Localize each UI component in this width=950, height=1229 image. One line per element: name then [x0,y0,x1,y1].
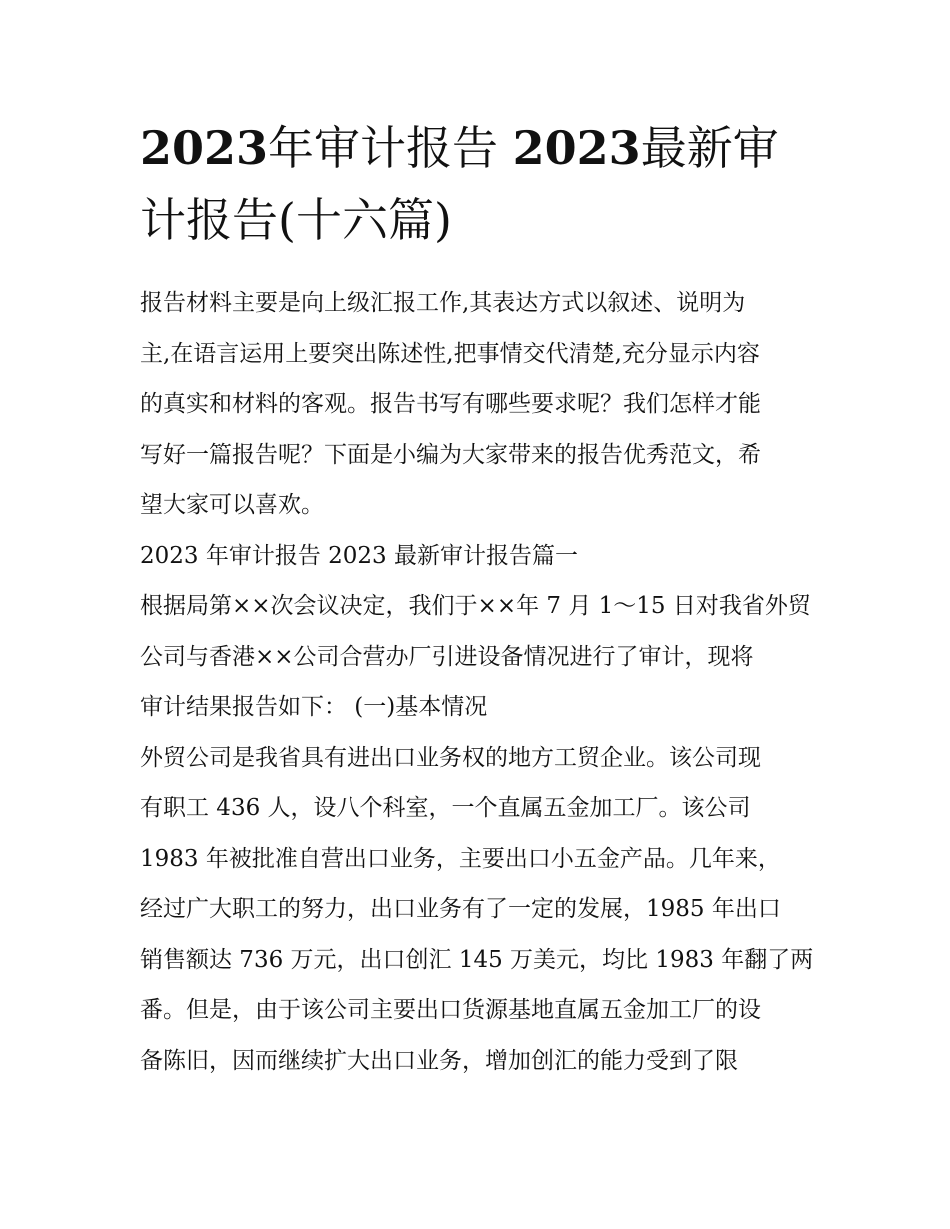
body-line: 有职工 436 人，设八个科室，一个直属五金加工厂。该公司 [140,795,751,821]
body-line: 公司与香港××公司合营办厂引进设备情况进行了审计，现将 [140,643,754,670]
body-line: 销售额达 736 万元，出口创汇 145 万美元，均比 1983 年翻了两 [140,946,814,973]
body-line: 番。但是，由于该公司主要出口货源基地直属五金加工厂的设 [140,997,761,1023]
body-line: 1983 年被批准自营出口业务，主要出口小五金产品。几年来， [140,845,781,872]
body-line: 报告材料主要是向上级汇报工作,其表达方式以叙述、说明为 [140,290,746,316]
title-text: 年审计报告 [268,121,499,175]
title-year: 2023 [512,121,641,175]
body-line: 写好一篇报告呢？下面是小编为大家带来的报告优秀范文，希 [140,441,761,468]
body-line: 的真实和材料的客观。报告书写有哪些要求呢？我们怎样才能 [140,391,761,417]
title-line-1 [140,112,820,184]
title-text: 计报告(十六篇) [140,193,452,247]
document-body [140,278,820,1086]
document-title [140,112,820,256]
body-line: 主,在语言运用上要突出陈述性,把事情交代清楚,充分显示内容 [140,340,760,367]
title-year: 2023 [140,121,269,175]
body-line: 根据局第××次会议决定，我们于××年 7 月 1～15 日对我省外贸 [140,593,811,619]
body-line: 外贸公司是我省具有进出口业务权的地方工贸企业。该公司现 [140,744,761,771]
body-line: 审计结果报告如下： (一)基本情况 [140,694,488,720]
body-line: 备陈旧，因而继续扩大出口业务，增加创汇的能力受到了限 [140,1047,738,1074]
title-line-2 [140,184,820,256]
title-text: 最新审 [640,121,779,175]
body-line: 经过广大职工的努力，出口业务有了一定的发展，1985 年出口 [140,896,781,922]
section-heading: 2023 年审计报告 2023 最新审计报告篇一 [140,542,578,569]
body-line: 望大家可以喜欢。 [140,492,324,518]
